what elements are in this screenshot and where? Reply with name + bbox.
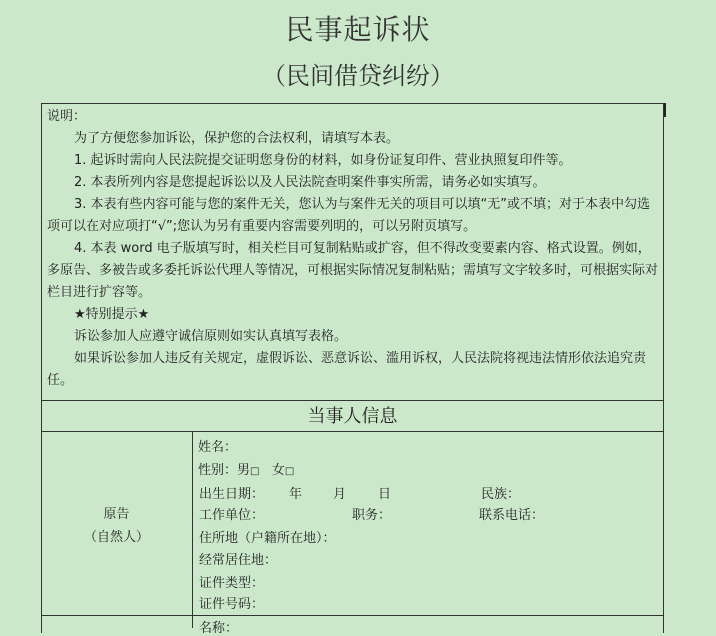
row-divider: [41, 615, 664, 616]
instruction-item-2: 2. 本表所列内容是您提起诉讼以及人民法院查明案件事实所需，请务必如实填写。: [74, 175, 546, 190]
male-option-label: 男: [237, 463, 251, 478]
instruction-item-3: 3. 本表有些内容可能与您的案件无关，您认为与案件无关的项目可以填“无”或不填；对于本表中勾选项可以在对应项打“√”;您认为另有重要内容需要列明的，可以另附页填写。: [47, 197, 651, 234]
female-checkbox[interactable]: □: [284, 466, 295, 477]
special-notice-heading: ★特别提示★: [74, 307, 150, 322]
gender-label: 性别：: [198, 463, 238, 478]
id-number-field[interactable]: 证件号码：: [199, 597, 265, 612]
habitual-residence-field[interactable]: 经常居住地：: [199, 553, 278, 568]
warning-notice: 如果诉讼参加人违反有关规定，虚假诉讼、恶意诉讼、滥用诉权，人民法院将视违法情形依法追究责任。: [47, 351, 647, 388]
gender-field: [198, 459, 294, 478]
dob-day-label: 日: [378, 487, 392, 502]
residence-field[interactable]: 住所地（户籍所在地）：: [199, 531, 336, 546]
ethnicity-field[interactable]: 民族：: [481, 487, 521, 502]
phone-field[interactable]: 联系电话：: [479, 508, 545, 523]
instructions-intro: 为了方便您参加诉讼，保护您的合法权利，请填写本表。: [74, 131, 400, 146]
honesty-notice: 诉讼参加人应遵守诚信原则如实认真填写表格。: [74, 329, 348, 344]
female-option-label: 女: [271, 463, 285, 478]
party-info-section-title: 当事人信息: [307, 406, 398, 427]
column-divider: [192, 432, 193, 628]
document-title: 民事起诉状: [285, 13, 431, 46]
instruction-item-1: 1. 起诉时需向人民法院提交证明您身份的材料，如身份证复印件、营业执照复印件等。: [74, 153, 572, 168]
section-divider-top: [41, 400, 664, 401]
instruction-item-4: 4. 本表 word 电子版填写时，相关栏目可复制粘贴或扩容，但不得改变要素内容、格式设置。例如，多原告、多被告或多委托诉讼代理人等情况，可根据实际情况复制粘贴；需填写文字较多时，可根据实际对栏目进行扩容等。: [47, 241, 659, 300]
dob-month-label: 月: [333, 487, 347, 502]
dob-year-label: 年: [289, 487, 303, 502]
instructions-block: [47, 106, 659, 392]
workplace-field[interactable]: 工作单位：: [199, 508, 265, 523]
next-row-name-field[interactable]: 名称：: [199, 621, 239, 636]
document-subtitle: （民间借贷纠纷）: [262, 62, 454, 90]
instructions-heading: 说明：: [47, 109, 87, 124]
text-cursor: [664, 103, 666, 117]
id-type-field[interactable]: 证件类型：: [199, 576, 265, 591]
dob-label[interactable]: 出生日期：: [199, 487, 265, 502]
section-divider-bottom: [41, 431, 664, 432]
name-field[interactable]: 姓名：: [198, 440, 238, 455]
position-field[interactable]: 职务：: [352, 508, 392, 523]
plaintiff-type: （自然人）: [83, 530, 149, 545]
plaintiff-label: 原告: [103, 507, 130, 522]
male-checkbox[interactable]: □: [250, 466, 260, 477]
